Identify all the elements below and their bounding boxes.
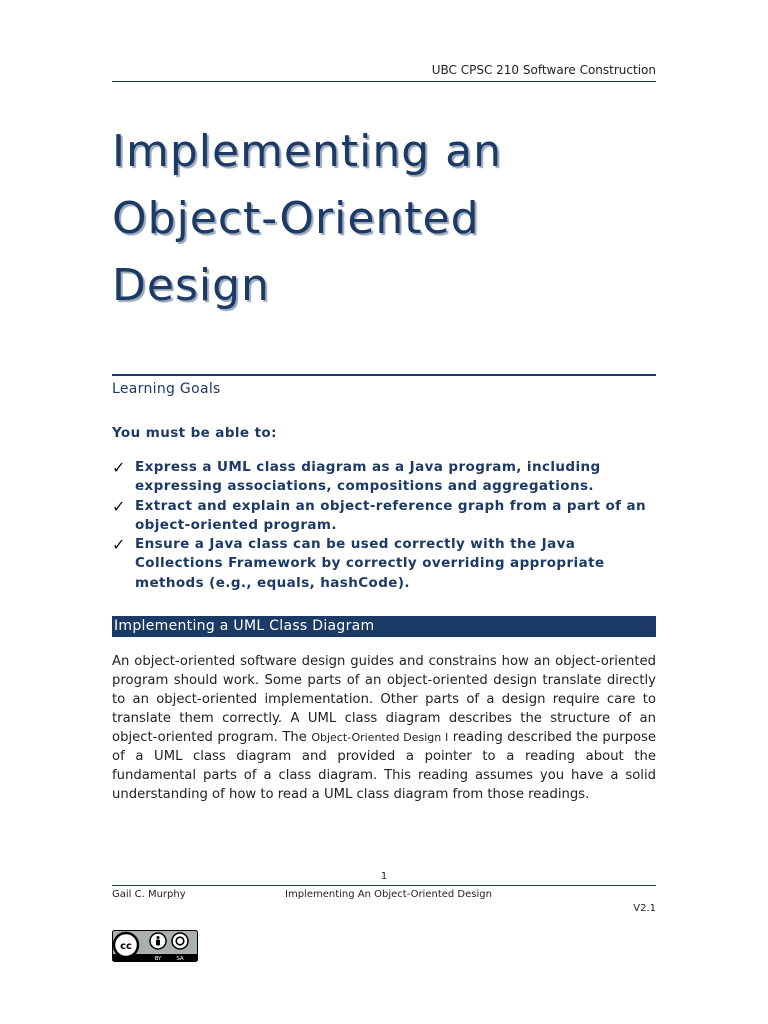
learning-goals-list	[112, 458, 656, 593]
body-paragraph	[112, 652, 656, 804]
reading-reference: Object-Oriented Design I	[311, 731, 449, 744]
check-icon: ✓	[112, 458, 126, 477]
goal-line: Ensure a Java class can be used correctly with the Java	[135, 536, 576, 553]
attribution-icon	[150, 933, 166, 949]
section-heading: Implementing a UML Class Diagram	[114, 618, 375, 634]
cc-icon	[114, 933, 138, 957]
paragraph-text: reading described the purpose of a UML class diagram and provided a pointer to a reading about the fundamental parts of a class diagram. This reading assumes you have a solid understanding of how to read a UML class diagram from those readings.	[112, 730, 656, 802]
license-by-label: BY	[154, 956, 162, 962]
goal-line: Collections Framework by correctly overriding appropriate	[135, 555, 605, 572]
goal-line: Extract and explain an object-reference graph from a part of an	[135, 497, 647, 514]
goal-line: expressing associations, compositions and aggregations.	[135, 478, 594, 495]
goal-line: Express a UML class diagram as a Java program, including	[135, 459, 601, 475]
page-title	[112, 118, 672, 319]
svg-text:cc: cc	[120, 941, 132, 952]
footer-divider	[112, 885, 656, 886]
list-item	[112, 535, 656, 593]
paragraph-text: An object-oriented software design guides and constrains how an object-oriented program should work. Some parts of an object-oriented design translate directly to an object-oriented implementation. Other parts of a design require care to translate them correctly. A UML class diagram describes the structure of an object-oriented program. The	[112, 654, 656, 745]
section-heading-bar	[112, 616, 656, 637]
title-line: Design	[112, 260, 270, 311]
goals-intro: You must be able to:	[112, 425, 277, 441]
page-number: 1	[380, 871, 388, 882]
title-line: Object-Oriented	[112, 193, 480, 244]
footer-doc-title: Implementing An Object-Oriented Design	[285, 889, 492, 900]
footer-author: Gail C. Murphy	[112, 889, 186, 900]
list-item	[112, 497, 656, 536]
header-course: UBC CPSC 210 Software Construction	[431, 63, 656, 77]
list-item	[112, 458, 656, 497]
learning-goals-heading: Learning Goals	[112, 381, 221, 397]
header-divider	[112, 81, 656, 82]
check-icon: ✓	[112, 535, 126, 555]
title-line: Implementing an	[112, 126, 503, 177]
license-sa-label: SA	[176, 956, 184, 962]
footer-version: V2.1	[633, 903, 656, 914]
goal-line: object-oriented program.	[135, 516, 337, 533]
check-icon: ✓	[112, 496, 126, 516]
goals-divider	[112, 374, 656, 376]
cc-license-badge	[112, 930, 198, 962]
share-alike-icon	[172, 933, 188, 949]
goal-line: methods (e.g., equals, hashCode).	[135, 574, 410, 591]
